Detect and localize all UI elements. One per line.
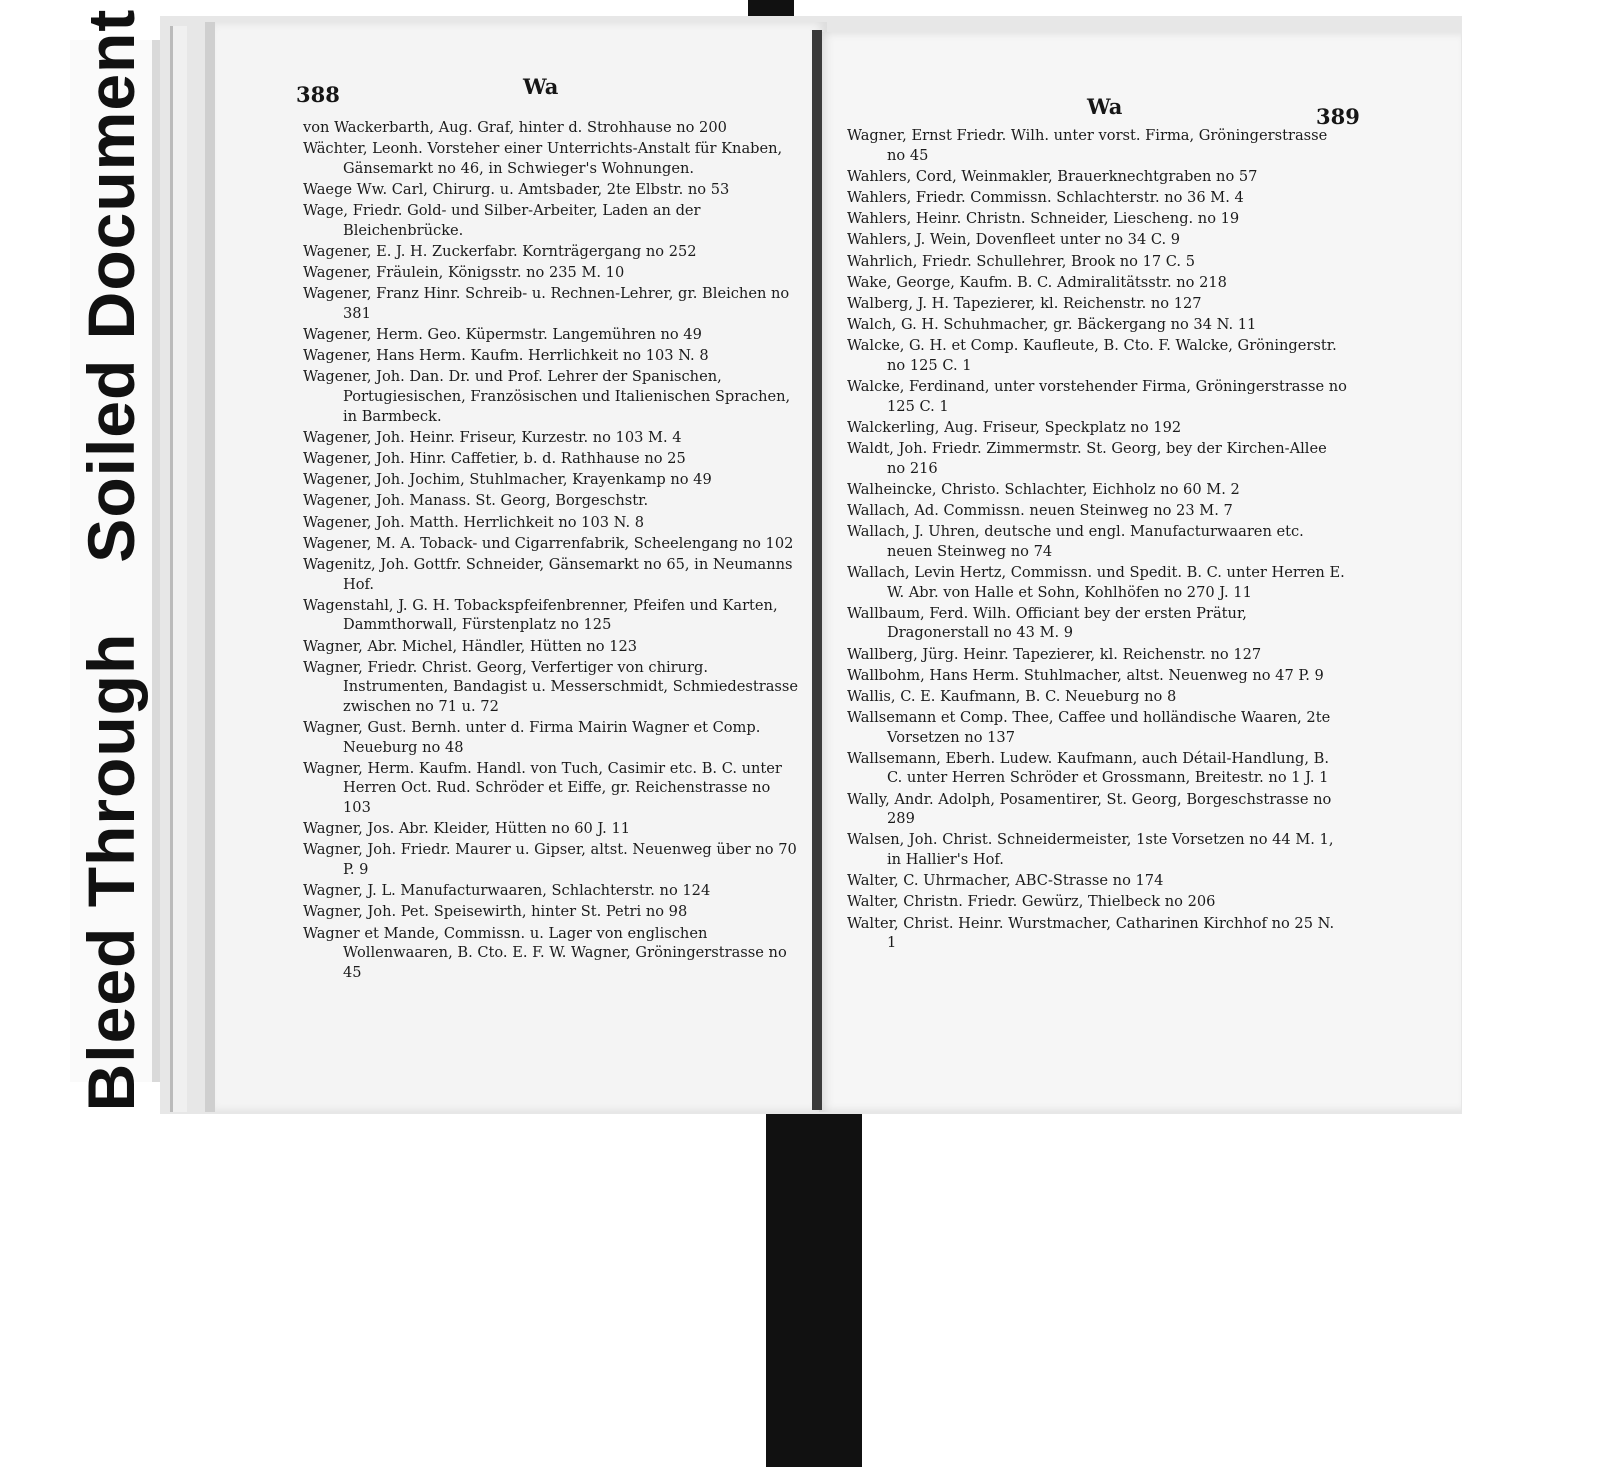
directory-entry: Wahlers, Heinr. Christn. Schneider, Liescheng. no 19 — [847, 210, 1240, 228]
directory-entry: Wagner, Herm. Kaufm. Handl. von Tuch, Casimir etc. B. C. unter Herren Oct. Rud. Schröder et Eiffe, gr. Reichenstrasse no 103 — [303, 759, 782, 817]
directory-entry: Wallbaum, Ferd. Wilh. Officiant bey der ersten Prätur, Dragonerstall no 43 M. 9 — [847, 604, 1247, 642]
directory-entry: Wake, George, Kaufm. B. C. Admiralitätsstr. no 218 — [847, 273, 1227, 291]
directory-entry: Wagner, Friedr. Christ. Georg, Verfertiger von chirurg. Instrumenten, Bandagist u. Messerschmidt, Schmiedestrasse zwischen no 71 u. 72 — [303, 658, 799, 715]
directory-entry: Waege Ww. Carl, Chirurg. u. Amtsbader, 2te Elbstr. no 53 — [303, 180, 730, 198]
directory-entry: Wagener, Fräulein, Königsstr. no 235 M. 10 — [303, 264, 625, 282]
directory-entry: Wagner, Ernst Friedr. Wilh. unter vorst. Firma, Gröningerstrasse no 45 — [847, 127, 1328, 164]
directory-entry: Wagenstahl, J. G. H. Tobackspfeifenbrenner, Pfeifen und Karten, Dammthorwall, Fürstenplatz no 125 — [303, 596, 778, 634]
directory-entry: Wächter, Leonh. Vorsteher einer Unterrichts-Anstalt für Knaben, Gänsemarkt no 46, in Schwieger's Wohnungen. — [303, 140, 783, 177]
directory-entry: Wagener, M. A. Toback- und Cigarrenfabrik, Scheelengang no 102 — [303, 534, 794, 552]
directory-entry: Wagener, Joh. Jochim, Stuhlmacher, Krayenkamp no 49 — [303, 471, 712, 489]
directory-entry: Walter, Christ. Heinr. Wurstmacher, Catharinen Kirchhof no 25 N. 1 — [847, 914, 1335, 952]
directory-entry: Wahlers, Cord, Weinmakler, Brauerknechtgraben no 57 — [847, 167, 1258, 185]
directory-entry: Wage, Friedr. Gold- und Silber-Arbeiter, Laden an der Bleichenbrücke. — [303, 202, 701, 239]
directory-entry: Wagener, Joh. Hinr. Caffetier, b. d. Rathhause no 25 — [303, 450, 686, 468]
directory-entry: Wagner, Jos. Abr. Kleider, Hütten no 60 J. 11 — [303, 820, 631, 838]
side-label-part1: Bleed Through — [74, 632, 148, 1112]
directory-entry: Wallbohm, Hans Herm. Stuhlmacher, altst. Neuenweg no 47 P. 9 — [847, 666, 1324, 684]
directory-entry: Wallberg, Jürg. Heinr. Tapezierer, kl. Reichenstr. no 127 — [847, 645, 1262, 663]
directory-entry: Wallach, Ad. Commissn. neuen Steinweg no 23 M. 7 — [847, 502, 1233, 519]
directory-entry: Wagener, Joh. Matth. Herrlichkeit no 103 N. 8 — [303, 513, 645, 531]
side-label-part2: Soiled Document — [74, 8, 148, 563]
directory-entry: Wagner, Abr. Michel, Händler, Hütten no 123 — [303, 637, 638, 655]
directory-entry: Waldt, Joh. Friedr. Zimmermstr. St. Georg, bey der Kirchen-Allee no 216 — [847, 440, 1327, 477]
directory-entry: Wahrlich, Friedr. Schullehrer, Brook no 17 C. 5 — [847, 252, 1195, 270]
directory-entry: Wallsemann et Comp. Thee, Caffee und holländische Waaren, 2te Vorsetzen no 137 — [847, 709, 1331, 746]
directory-entry: Wahlers, Friedr. Commissn. Schlachterstr. no 36 M. 4 — [847, 188, 1244, 206]
directory-entry: Wagener, Joh. Manass. St. Georg, Borgeschstr. — [303, 492, 649, 510]
right-page-header: Wa — [1087, 94, 1123, 119]
side-label — [73, 9, 149, 1112]
directory-entry: Wagener, E. J. H. Zuckerfabr. Kornträgergang no 252 — [303, 242, 697, 260]
directory-entry: Wagener, Franz Hinr. Schreib- u. Rechnen-Lehrer, gr. Bleichen no 381 — [303, 285, 790, 322]
directory-entry: Walckerling, Aug. Friseur, Speckplatz no 192 — [847, 418, 1182, 436]
left-entry-list — [303, 118, 801, 984]
directory-entry: Walter, C. Uhrmacher, ABC-Strasse no 174 — [847, 872, 1164, 890]
directory-entry: Wagener, Herm. Geo. Küpermstr. Langemühren no 49 — [303, 326, 702, 344]
book-spine — [812, 30, 822, 1110]
page-edge — [170, 26, 187, 1112]
directory-entry: Walsen, Joh. Christ. Schneidermeister, 1ste Vorsetzen no 44 M. 1, in Hallier's Hof. — [847, 831, 1334, 869]
directory-entry: Walter, Christn. Friedr. Gewürz, Thielbeck no 206 — [847, 893, 1216, 911]
directory-entry: Wallach, Levin Hertz, Commissn. und Spedit. B. C. unter Herren E. W. Abr. von Halle et Sohn, Kohlhöfen no 270 J. 11 — [847, 563, 1345, 601]
directory-entry: Walch, G. H. Schuhmacher, gr. Bäckergang no 34 N. 11 — [847, 316, 1257, 334]
directory-entry: Wagener, Joh. Heinr. Friseur, Kurzestr. no 103 M. 4 — [303, 428, 682, 446]
directory-entry: Wallach, J. Uhren, deutsche und engl. Manufacturwaaren etc. neuen Steinweg no 74 — [847, 523, 1304, 560]
left-page-number: 388 — [296, 82, 340, 107]
directory-entry: Wallis, C. E. Kaufmann, B. C. Neueburg no 8 — [847, 687, 1177, 705]
directory-entry: Wagner, J. L. Manufacturwaaren, Schlachterstr. no 124 — [303, 882, 711, 900]
directory-entry: Wagenitz, Joh. Gottfr. Schneider, Gänsemarkt no 65, in Neumanns Hof. — [303, 555, 793, 593]
binder-tab-bottom — [766, 1108, 862, 1467]
directory-entry: Wallsemann, Eberh. Ludew. Kaufmann, auch Détail-Handlung, B. C. unter Herren Schröder et Grossmann, Breitestr. no 1 J. 1 — [847, 749, 1330, 787]
left-page-header: Wa — [523, 74, 559, 99]
directory-entry: Wagner et Mande, Commissn. u. Lager von englischen Wollenwaaren, B. Cto. E. F. W. Wagner, Gröningerstrasse no 45 — [303, 924, 787, 981]
directory-entry: von Wackerbarth, Aug. Graf, hinter d. Strohhause no 200 — [303, 119, 727, 136]
right-entry-list — [847, 126, 1347, 954]
directory-entry: Walberg, J. H. Tapezierer, kl. Reichenstr. no 127 — [847, 294, 1202, 312]
directory-entry: Wagner, Joh. Pet. Speisewirth, hinter St. Petri no 98 — [303, 903, 688, 921]
directory-entry: Wagener, Joh. Dan. Dr. und Prof. Lehrer der Spanischen, Portugiesischen, Französischen und Italienischen Sprachen, in Barmbeck. — [303, 368, 791, 425]
right-page-number: 389 — [1316, 104, 1360, 129]
directory-entry: Wagner, Joh. Friedr. Maurer u. Gipser, altst. Neuenweg über no 70 P. 9 — [303, 841, 797, 879]
directory-entry: Wagener, Hans Herm. Kaufm. Herrlichkeit no 103 N. 8 — [303, 347, 709, 365]
directory-entry: Walcke, G. H. et Comp. Kaufleute, B. Cto. F. Walcke, Gröningerstr. no 125 C. 1 — [847, 337, 1337, 374]
directory-entry: Wally, Andr. Adolph, Posamentirer, St. Georg, Borgeschstrasse no 289 — [847, 790, 1332, 828]
directory-entry: Wahlers, J. Wein, Dovenfleet unter no 34 C. 9 — [847, 231, 1181, 249]
directory-entry: Walcke, Ferdinand, unter vorstehender Firma, Gröningerstrasse no 125 C. 1 — [847, 378, 1347, 415]
directory-entry: Wagner, Gust. Bernh. unter d. Firma Mairin Wagner et Comp. Neueburg no 48 — [303, 719, 761, 756]
directory-entry: Walheincke, Christo. Schlachter, Eichholz no 60 M. 2 — [847, 480, 1240, 498]
